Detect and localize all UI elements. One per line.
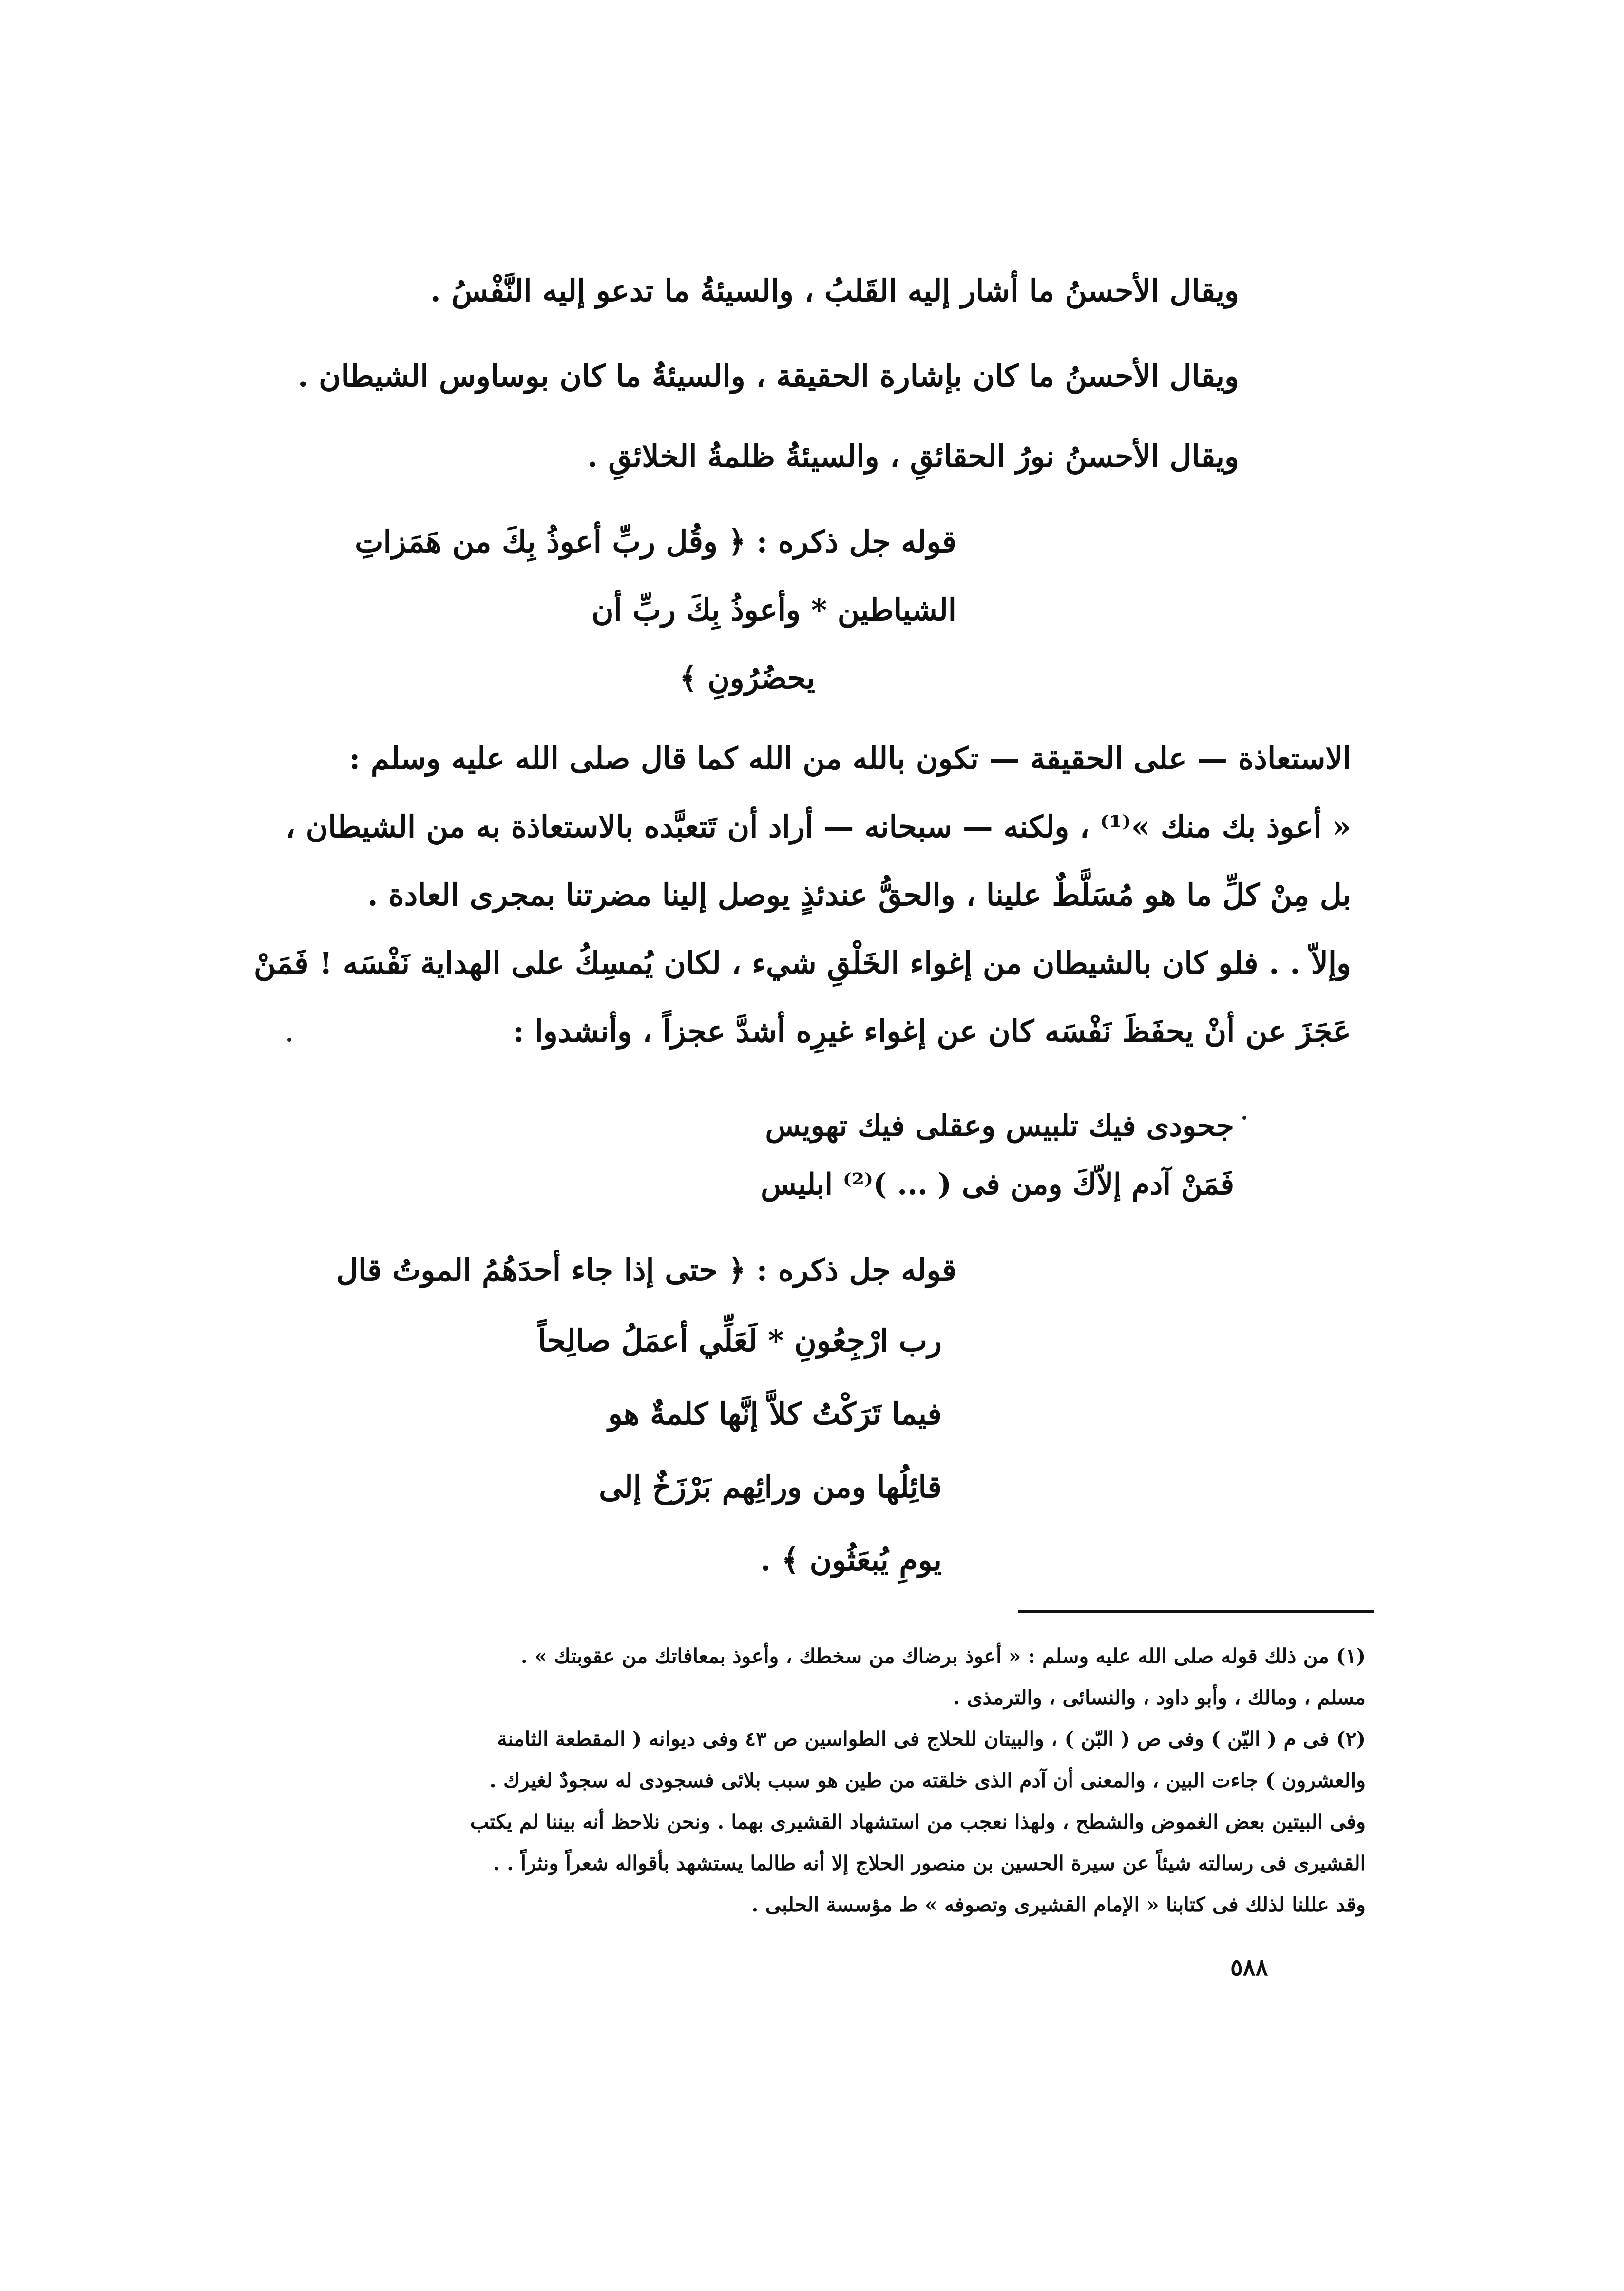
verse-line: فيما تَرَكْتُ كلاَّ إنَّها كلمةٌ هو	[608, 1396, 942, 1432]
opening-line: ويقال الأحسنُ نورُ الحقائقِ ، والسيئةُ ظلمةُ الخلائقِ .	[587, 439, 1239, 474]
verse-intro: قوله جل ذكره : ﴿ وقُل ربِّ أعوذُ بِكَ من هَمَزاتِ	[355, 524, 956, 559]
verse-line: الشياطين * وأعوذُ بِكَ ربِّ أن	[592, 592, 956, 628]
page-number: ٥٨٨	[1230, 1954, 1268, 1981]
footnote-line: (٢) فى م ( اليّن ) وفى ص ( البّن ) ، والبيتان للحلاج فى الطواسين ص ٤٣ وفى ديوانه ( المقطعة الثامنة	[497, 1727, 1366, 1751]
opening-line: ويقال الأحسنُ ما أشار إليه القَلبُ ، والسيئةُ ما تدعو إليه النَّفْسُ .	[430, 273, 1239, 308]
verse-line: يومِ يُبعَثُون ﴾ .	[760, 1542, 942, 1578]
footnote-line: والعشرون ) جاءت البين ، والمعنى أن آدم الذى خلقته من طين هو سبب بلائى فسجودى له سجودٌ لغيرك .	[489, 1769, 1366, 1792]
verse-line: يحضُرُونِ ﴾	[679, 660, 815, 696]
footnote-line: القشيرى فى رسالته شيئاً عن سيرة الحسين بن منصور الحلاج إلا أنه طالما يستشهد بأقواله شعراً ونثراً . .	[493, 1852, 1366, 1875]
commentary-line: وإلاّ . . فلو كان بالشيطان من إغواء الخَلْقِ شيء ، لكان يُمسِكُ على الهداية نَفْسَه ! فَمَنْ	[253, 945, 1351, 981]
scan-speck	[287, 1038, 291, 1042]
scan-speck	[1242, 1116, 1246, 1120]
footnote-divider	[1018, 1610, 1374, 1613]
commentary-line: بل مِنْ كلِّ ما هو مُسَلَّطٌ علينا ، والحقُّ عندئذٍ يوصل إلينا مضرتنا بمجرى العادة .	[367, 877, 1351, 913]
verse-line: قائِلُها ومن ورائِهم بَرْزَخٌ إلى	[599, 1469, 942, 1505]
footnote-line: وقد عللنا لذلك فى كتابنا « الإمام القشيرى وتصوفه » ط مؤسسة الحلبى .	[751, 1893, 1366, 1916]
poem-line: جحودى فيك تلبيس وعقلى فيك تهويس	[765, 1109, 1234, 1143]
poem-line: فَمَنْ آدم إلاّكَ ومن فى ( ... )⁽²⁾ ابليس	[761, 1167, 1234, 1202]
footnote-line: (١) من ذلك قوله صلى الله عليه وسلم : « أعوذ برضاك من سخطك ، وأعوذ بمعافاتك من عقوبتك » .	[520, 1644, 1366, 1668]
footnote-line: مسلم ، ومالك ، وأبو داود ، والنسائى ، والترمذى .	[953, 1686, 1366, 1709]
footnote-line: وفى البيتين بعض الغموض والشطح ، ولهذا نعجب من استشهاد القشيرى بهما . ونحن نلاحظ أنه بيننا لم يكتب	[470, 1810, 1366, 1833]
verse-intro: قوله جل ذكره : ﴿ حتى إذا جاء أحدَهُمُ الموتُ قال	[336, 1252, 956, 1288]
commentary-line: « أعوذ بك منك »⁽¹⁾ ، ولكنه — سبحانه — أراد أن تَتعبَّده بالاستعاذة به من الشيطان ،	[286, 809, 1351, 844]
verse-line: رب ارْجِعُونِ * لَعَلِّي أعمَلُ صالِحاً	[538, 1323, 942, 1358]
commentary-line: الاستعاذة — على الحقيقة — تكون بالله من الله كما قال صلى الله عليه وسلم :	[349, 741, 1351, 776]
commentary-line: عَجَزَ عن أنْ يحفَظَ نَفْسَه كان عن إغواء غيرِه أشدَّ عجزاً ، وأنشدوا :	[513, 1013, 1351, 1049]
opening-line: ويقال الأحسنُ ما كان بإشارة الحقيقة ، والسيئةُ ما كان بوساوس الشيطان .	[297, 358, 1239, 394]
